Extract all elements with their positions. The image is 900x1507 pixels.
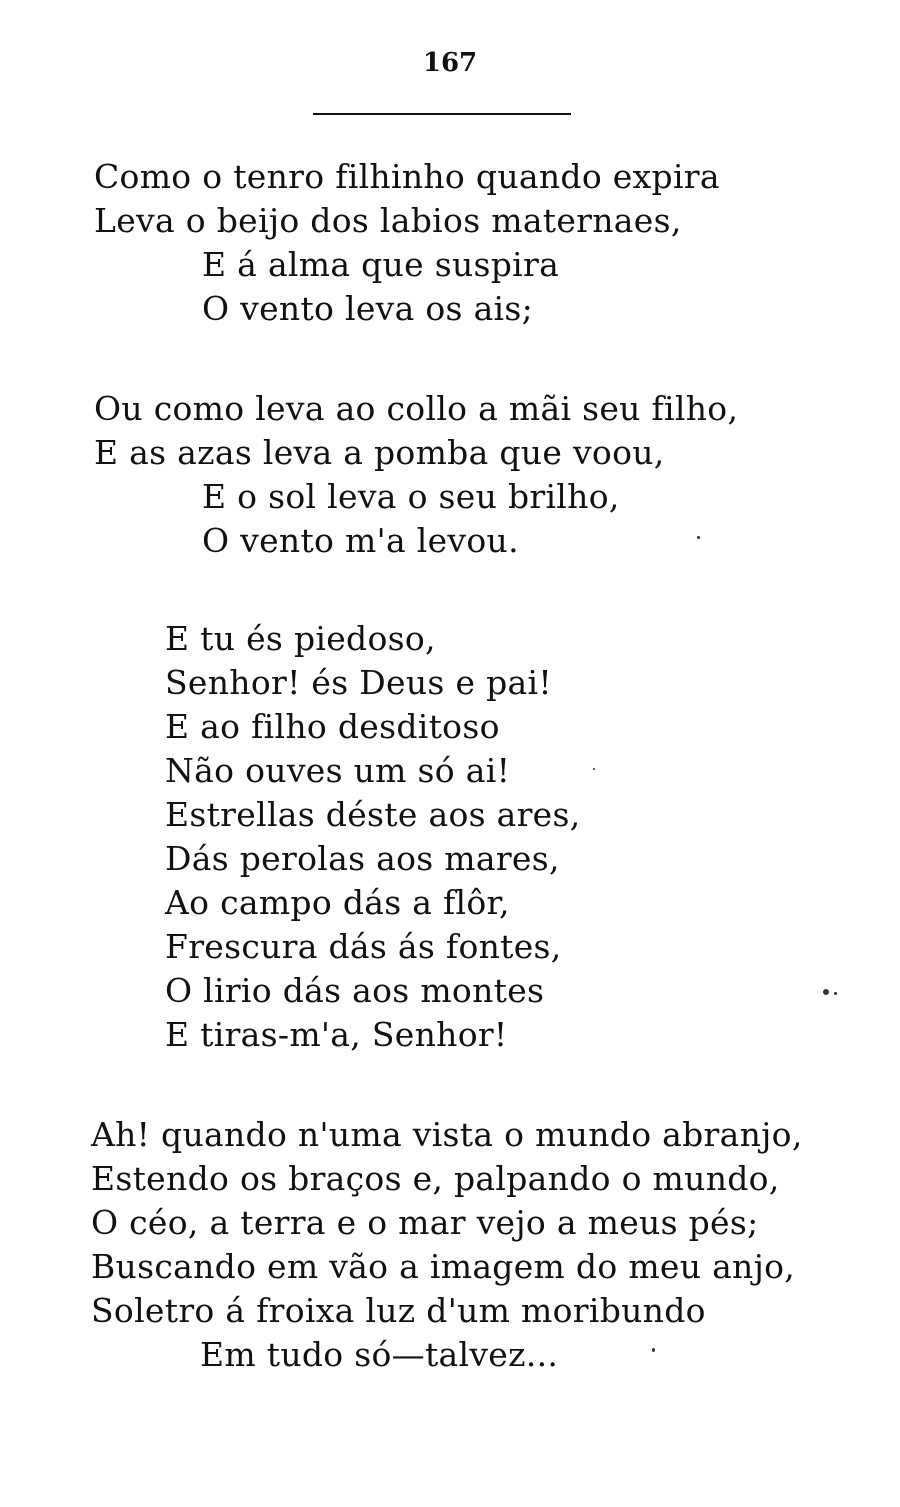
poem-line: Estendo os braços e, palpando o mundo, [91, 1159, 780, 1198]
poem-line: Ah! quando n'uma vista o mundo abranjo, [91, 1115, 803, 1154]
poem-line: E tu és piedoso, [165, 619, 436, 658]
poem-line: Buscando em vão a imagem do meu anjo, [91, 1247, 796, 1286]
scan-speck [697, 536, 700, 539]
poem-line: Leva o beijo dos labios maternaes, [94, 201, 682, 240]
poem-line: Estrellas déste aos ares, [165, 795, 581, 834]
poem-line: Senhor! és Deus e pai! [165, 663, 552, 702]
poem-line: Dás perolas aos mares, [165, 839, 560, 878]
poem-line: Ou como leva ao collo a mãi seu filho, [94, 389, 739, 428]
poem-line: Soletro á froixa luz d'um moribundo [91, 1291, 706, 1330]
poem-line: Frescura dás ás fontes, [165, 927, 562, 966]
poem-line: Em tudo só—talvez... [200, 1335, 559, 1374]
scan-speck [823, 989, 829, 995]
poem-line: E o sol leva o seu brilho, [202, 477, 620, 516]
poem-line: E á alma que suspira [202, 245, 560, 284]
page-number: 167 [422, 48, 478, 78]
scan-speck [652, 1348, 655, 1352]
scan-speck [593, 768, 595, 770]
scan-speck [834, 992, 837, 995]
poem-line: Ao campo dás a flôr, [165, 883, 510, 922]
poem-line: Como o tenro filhinho quando expira [94, 157, 720, 196]
poem-line: O vento m'a levou. [202, 521, 519, 560]
poem-line: E tiras-m'a, Senhor! [165, 1015, 508, 1054]
poem-line: Não ouves um só ai! [165, 751, 511, 790]
poem-line: O vento leva os ais; [202, 289, 534, 328]
header-rule [313, 113, 571, 115]
poem-line: E as azas leva a pomba que voou, [94, 433, 665, 472]
poem-line: E ao filho desditoso [165, 707, 500, 746]
poem-line: O lirio dás aos montes [165, 971, 545, 1010]
poem-line: O céo, a terra e o mar vejo a meus pés; [91, 1203, 759, 1242]
